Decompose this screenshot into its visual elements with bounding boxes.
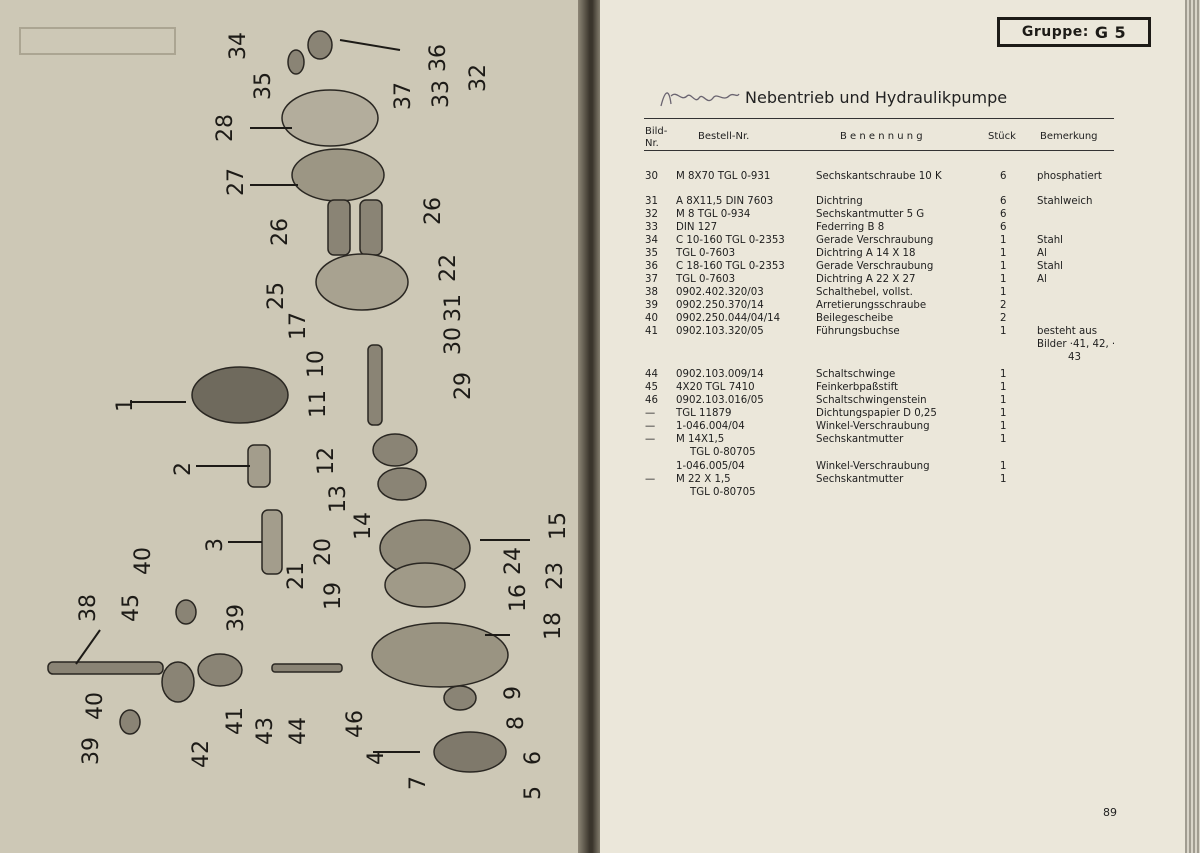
cell-qty: 1 [1000,326,1007,337]
table-row [0,486,756,499]
cell-name: Schalthebel, vollst. [816,287,913,298]
callout-37: 37 [391,82,416,110]
table-row [0,234,1063,247]
cell-order-no: 4X20 TGL 7410 [676,382,755,393]
callout-42: 42 [189,740,214,768]
callout-39b: 39 [79,737,104,765]
group-box [997,17,1151,47]
callout-43: 43 [253,717,278,745]
cell-qty: 1 [1000,369,1007,380]
callout-12: 12 [314,447,339,475]
cell-qty: 1 [1000,474,1007,485]
table-row [0,325,1098,338]
callout-8: 8 [504,716,529,730]
callout-40: 40 [131,547,156,575]
cell-qty: 6 [1000,209,1007,220]
table-row [0,433,1007,446]
callout-32: 32 [466,64,491,92]
cell-order-no: 0902.103.009/14 [676,369,764,380]
cell-order-no: 0902.402.320/03 [676,287,764,298]
page-edges [1185,0,1200,853]
table-row [0,381,1007,394]
cell-qty: 1 [1000,261,1007,272]
cell-bild-nr: 34 [645,235,658,246]
cell-bild-nr: 40 [645,313,658,324]
cell-name: Schaltschwingenstein [816,395,927,406]
callout-28: 28 [213,114,238,142]
table-row [0,312,1007,325]
cell-order-no: M 8 TGL 0-934 [676,209,751,220]
cell-name: Dichtring A 22 X 27 [816,274,916,285]
cell-bild-nr: 35 [645,248,658,259]
cell-order-no: 1-046.004/04 [676,421,745,432]
cell-name: Dichtring [816,196,863,207]
cell-bild-nr: 32 [645,209,658,220]
cell-qty: 6 [1000,196,1007,207]
cell-name: Winkel-Verschraubung [816,421,930,432]
cell-name: Dichtungspapier D 0,25 [816,408,937,419]
cell-name: Federring B 8 [816,222,885,233]
cell-order-no: M 22 X 1,5 [676,474,731,485]
callout-6: 6 [521,751,546,765]
col-header-name: B e n e n n u n g [840,131,923,142]
cell-note: Al [1037,274,1047,285]
table-row [0,473,1007,486]
cell-order-no: C 10-160 TGL 0-2353 [676,235,785,246]
callout-26b: 26 [421,197,446,225]
cell-name: Arretierungsschraube [816,300,927,311]
cell-note: Stahl [1037,235,1063,246]
callout-40b: 40 [83,692,108,720]
callout-11: 11 [306,390,331,418]
cell-note: Al [1037,248,1047,259]
cell-bild-nr: — [645,474,656,485]
cell-qty: 2 [1000,313,1007,324]
cell-order-no: 0902.103.016/05 [676,395,764,406]
table-row [0,446,756,459]
cell-note: besteht aus [1037,326,1098,337]
callout-2: 2 [171,462,196,476]
cell-bild-nr: 45 [645,382,658,393]
callout-16: 16 [506,584,531,612]
callout-39: 39 [224,604,249,632]
col-header-note: Bemerkung [1040,131,1098,142]
cell-qty: 1 [1000,235,1007,246]
cell-order-no: C 18-160 TGL 0-2353 [676,261,785,272]
callout-31: 31 [441,294,466,322]
cell-name: Beilegescheibe [816,313,894,324]
col-header-bild: Bild- Nr. [645,126,668,149]
callout-18: 18 [541,612,566,640]
callout-44: 44 [286,717,311,745]
callout-23: 23 [543,562,568,590]
callout-34: 34 [226,32,251,60]
callout-35: 35 [251,72,276,100]
cell-order-no: TGL 0-7603 [676,274,736,285]
cell-bild-nr: 46 [645,395,658,406]
table-row [0,286,1007,299]
cell-order-no: 0902.250.044/04/14 [676,313,781,324]
cell-bild-nr: 33 [645,222,658,233]
cell-bild-nr: 41 [645,326,658,337]
cell-order-no: A 8X11,5 DIN 7603 [676,196,774,207]
cell-order-no: TGL 0-80705 [690,487,756,498]
cell-qty: 1 [1000,408,1007,419]
table-row [0,407,1007,420]
callout-25: 25 [264,282,289,310]
table-row [0,170,1102,183]
table-row [0,299,1007,312]
header-rule-top [644,118,1114,119]
callout-3: 3 [203,538,228,552]
callout-19: 19 [321,582,346,610]
cell-bild-nr: 39 [645,300,658,311]
col-header-qty: Stück [988,131,1016,142]
header-rule-bottom [644,150,1114,151]
callout-4: 4 [364,751,389,765]
cell-name: Sechskantmutter [816,434,904,445]
table-row [0,273,1047,286]
cell-qty: 1 [1000,287,1007,298]
cell-note: 43 [1068,352,1081,363]
callout-21: 21 [284,562,309,590]
callout-15: 15 [546,512,571,540]
cell-order-no: 0902.103.320/05 [676,326,764,337]
table-row [0,368,1007,381]
callout-13: 13 [326,485,351,513]
cell-order-no: M 8X70 TGL 0-931 [676,171,771,182]
cell-qty: 1 [1000,395,1007,406]
callout-38: 38 [76,594,101,622]
callout-27: 27 [224,168,249,196]
cell-qty: 1 [1000,382,1007,393]
table-row [0,420,1007,433]
cell-bild-nr: 30 [645,171,658,182]
cell-qty: 1 [1000,461,1007,472]
cell-qty: 6 [1000,222,1007,233]
cell-order-no: TGL 0-80705 [690,447,756,458]
table-row [0,351,1081,364]
cell-note: Bilder ·41, 42, · [1037,339,1116,350]
cell-qty: 1 [1000,274,1007,285]
callout-45: 45 [119,594,144,622]
handwritten-note [657,84,741,112]
callout-22: 22 [436,254,461,282]
cell-note: Stahl [1037,261,1063,272]
cell-note: Stahlweich [1037,196,1093,207]
table-row [0,195,1093,208]
group-label: Gruppe: [1021,24,1089,40]
cell-name: Sechskantschraube 10 K [816,171,942,182]
table-row [0,247,1047,260]
callout-24: 24 [501,547,526,575]
cell-name: Gerade Verschraubung [816,261,934,272]
cell-qty: 6 [1000,171,1007,182]
cell-name: Schaltschwinge [816,369,896,380]
callout-17: 17 [286,312,311,340]
callout-7: 7 [406,776,431,790]
cell-order-no: 1-046.005/04 [676,461,745,472]
cell-order-no: TGL 11879 [676,408,732,419]
callout-29: 29 [451,372,476,400]
cell-order-no: M 14X1,5 [676,434,725,445]
cell-bild-nr: 31 [645,196,658,207]
cell-bild-nr: 44 [645,369,658,380]
group-value: G 5 [1094,22,1127,42]
cell-bild-nr: 36 [645,261,658,272]
callout-20: 20 [311,538,336,566]
cell-order-no: 0902.250.370/14 [676,300,764,311]
callout-1: 1 [113,398,138,412]
page-number: 89 [1103,806,1117,819]
cell-bild-nr: 38 [645,287,658,298]
callout-36: 36 [426,44,451,72]
cell-name: Führungsbuchse [816,326,900,337]
cell-bild-nr: — [645,421,656,432]
table-row [0,208,1007,221]
callout-14: 14 [351,512,376,540]
callout-46: 46 [343,710,368,738]
table-row [0,221,1007,234]
page-title: Nebentrieb und Hydraulikpumpe [745,88,1008,107]
cell-name: Feinkerbpaßstift [816,382,898,393]
callout-5: 5 [521,786,546,800]
callout-9: 9 [501,686,526,700]
cell-qty: 1 [1000,434,1007,445]
col-header-order: Bestell-Nr. [698,131,750,142]
callout-30: 30 [441,327,466,355]
cell-qty: 2 [1000,300,1007,311]
cell-order-no: TGL 0-7603 [676,248,736,259]
callout-10: 10 [304,350,329,378]
cell-name: Sechskantmutter [816,474,904,485]
callout-26: 26 [268,218,293,246]
table-row [0,394,1007,407]
cell-bild-nr: — [645,408,656,419]
cell-bild-nr: — [645,434,656,445]
callout-41: 41 [223,707,248,735]
cell-name: Gerade Verschraubung [816,235,934,246]
table-row [0,460,1007,473]
table-row [0,260,1063,273]
cell-qty: 1 [1000,248,1007,259]
cell-bild-nr: 37 [645,274,658,285]
cell-name: Dichtring A 14 X 18 [816,248,916,259]
cell-note: phosphatiert [1037,171,1102,182]
cell-order-no: DIN 127 [676,222,718,233]
table-row [0,338,1116,351]
cell-name: Sechskantmutter 5 G [816,209,925,220]
callout-33: 33 [429,80,454,108]
cell-qty: 1 [1000,421,1007,432]
cell-name: Winkel-Verschraubung [816,461,930,472]
